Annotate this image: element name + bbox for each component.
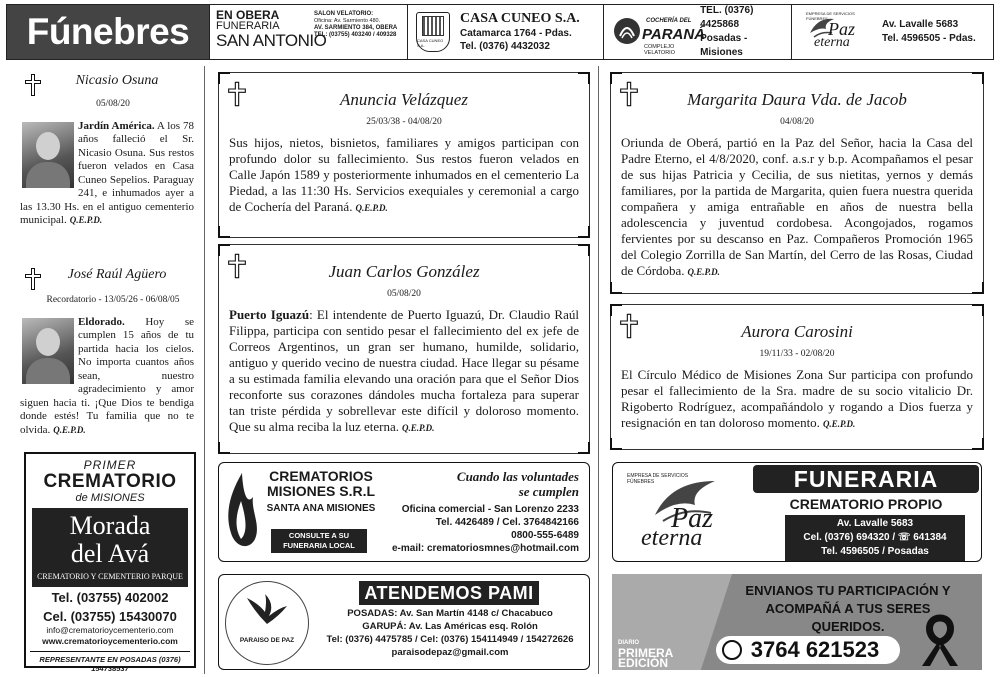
parana-complejo: COMPLEJO VELATORIO: [644, 44, 675, 56]
ad-paz-eterna-header[interactable]: [791, 5, 993, 59]
paz-big-name1: Paz: [671, 503, 713, 534]
pami-band: ATENDEMOS PAMI: [359, 581, 539, 605]
obituary-body: [621, 135, 973, 280]
obituary-lead: Jardín América.: [78, 119, 155, 132]
morada-p3: de MISIONES: [75, 492, 145, 504]
morada-sub: CREMATORIO Y CEMENTERIO PARQUE: [37, 572, 183, 581]
parana-cocheria: COCHERÍA DEL: [646, 18, 692, 24]
ad-cocheria-parana[interactable]: [603, 5, 791, 59]
obituary-anuncia-velazquez: [218, 72, 590, 238]
qepd-tag: Q.E.P.D.: [69, 215, 103, 225]
cross-icon: [619, 81, 639, 107]
ad-morada-del-ava[interactable]: [24, 452, 196, 673]
obituary-date: 19/11/33 - 02/08/20: [759, 349, 835, 359]
pami-info: [311, 607, 589, 659]
obituary-text: A los 78 años falleció el Sr. Nicasio Osuna. Sus restos fueron velados en Casa Cuneo Sepelios. Paraguay 241, e inhumados ayer a las 13.30 Hs. en el antiguo cementerio municipal.: [20, 119, 194, 226]
header-strip: [6, 4, 994, 60]
parana-city: Posadas - Misiones: [700, 33, 748, 58]
cuneo-tel: Tel. (0376) 4432032: [460, 41, 550, 52]
parana-flower-icon: [612, 16, 642, 46]
ad-primera-edicion[interactable]: [612, 574, 982, 670]
morada-black-panel: [32, 508, 188, 587]
obituary-body: [621, 367, 973, 432]
obituary-name: Juan Carlos González: [328, 262, 480, 281]
column-divider-left: [204, 66, 205, 674]
paz-l3: Tel. 4596505 / Posadas: [821, 546, 929, 557]
morada-tel2: Cel. (03755) 15430070: [43, 609, 177, 624]
morada-big1: Morada: [69, 511, 151, 540]
sa-salon-info: [314, 11, 406, 39]
qepd-tag: Q.E.P.D.: [402, 423, 435, 433]
obituary-text: : El intendente de Puerto Iguazú, Dr. Claudio Raúl Filippa, participa con sentido pesar el fallecimiento del ex jefe de Correos Argentinos, un gran ser humano, humilde, solidario, antiguo y querido vecino de nuestra ciudad. Hace llegar su pésame a su estimada familia elevando una oración para que el Señor Dios reconforte sus corazones dándoles mucha fortaleza para superar tan triste pérdida y sobrellevar este difícil y doloroso momento. Que su alma reciba la luz eterna.: [229, 307, 579, 434]
paraiso-label: PARAISO DE PAZ: [239, 637, 295, 644]
obituary-aurora-carosini: [610, 304, 984, 450]
qepd-tag: Q.E.P.D.: [53, 424, 86, 435]
pe-msg1: ENVIANOS TU PARTICIPACIÓN Y: [745, 583, 951, 598]
pami-l1: POSADAS: Av. San Martín 4148 c/ Chacabuco: [347, 608, 553, 619]
crem-slogan1: Cuando las voluntades: [456, 469, 579, 484]
crem-consult: CONSULTE A SU FUNERARIA LOCAL: [271, 529, 367, 553]
ad-paz-eterna[interactable]: [612, 462, 982, 562]
crem-info: [379, 503, 591, 555]
paz-eterna-logo: [802, 9, 868, 55]
obituary-body: [229, 135, 579, 216]
pe-logo1: PRIMERA: [618, 646, 674, 660]
parana-name: PARANÁ: [642, 26, 706, 43]
ad-casa-cuneo[interactable]: [407, 5, 603, 59]
morada-p1: PRIMER: [83, 458, 137, 472]
obituary-body: [20, 120, 194, 228]
crem-slogan2: se cumplen: [518, 484, 579, 499]
ad-san-antonio[interactable]: [209, 5, 407, 59]
obituary-date: Recordatorio - 13/05/26 - 06/08/05: [46, 295, 180, 305]
morada-big2: del Avá: [70, 539, 150, 568]
portrait-photo: [22, 318, 74, 384]
obituary-text: Hoy se cumplen 15 años de tu partida hacia los cielos. No importa cuantos años sean, nuestro agradecimiento y amor siguen hacia ti. ¡Que Dios te bendiga donde estés! Tu familia que no te olvida.: [20, 315, 194, 436]
obituary-body: [20, 316, 194, 438]
paz-name2: eterna: [814, 35, 850, 50]
sa-line2: FUNERARIA: [216, 20, 280, 32]
obituary-name: Margarita Daura Vda. de Jacob: [687, 90, 907, 109]
flame-icon: [225, 471, 259, 555]
morada-p2: CREMATORIO: [43, 471, 177, 492]
qepd-tag: Q.E.P.D.: [355, 203, 388, 213]
section-title: Fúnebres: [7, 5, 209, 59]
obituary-name: José Raúl Agüero: [67, 267, 167, 282]
pe-logo-small: DIARIO: [618, 640, 639, 646]
pe-phone[interactable]: 3764 621523: [716, 636, 900, 664]
pami-l2: GARUPÁ: Av. Las Américas esq. Rolón: [362, 621, 538, 632]
obituary-margarita-daura: [610, 72, 984, 294]
obituary-date: 25/03/38 - 04/08/20: [366, 117, 442, 127]
obituary-name: Anuncia Velázquez: [340, 90, 468, 109]
paz-info: [785, 515, 965, 561]
obituary-name: Nicasio Osuna: [75, 73, 159, 88]
ad-crematorios-misiones[interactable]: [218, 462, 590, 562]
paz-tel: Tel. 4596505 - Pdas.: [882, 33, 976, 44]
paz-name1: Paz: [828, 19, 855, 39]
paz-l2: Cel. (0376) 694320 / ☏ 641384: [803, 532, 947, 543]
cross-icon: [619, 313, 639, 339]
paz-big-name2: eterna: [641, 525, 703, 551]
paraiso-logo: [225, 581, 309, 665]
pe-msg2: ACOMPAÑÁ A TUS SERES QUERIDOS.: [765, 601, 931, 634]
portrait-photo: [22, 122, 74, 188]
sa-line1: EN OBERA: [216, 8, 280, 22]
obituary-name: Aurora Carosini: [741, 322, 853, 341]
ad-paraiso-de-paz[interactable]: [218, 574, 590, 670]
obituary-text: Sus hijos, nietos, bisnietos, familiares y amigos participan con profundo dolor su fallecimiento. Sus restos fueron velados en Calle Japón 1589 y posteriormente inhumados en el cementerio La Piedad, a las 11:30 Hs. Servicios exequiales y ceremonial a cargo de Cochería del Paraná.: [229, 135, 579, 214]
parana-tel: TEL. (0376) 4425868: [700, 5, 754, 30]
crem-office: Oficina comercial - San Lorenzo 2233: [401, 504, 579, 515]
sa-salon-address: AV. SARMIENTO 384, OBERA: [314, 25, 398, 31]
morada-tel1: Tel. (03755) 402002: [51, 590, 169, 605]
morada-mail: info@crematorioycementerio.com: [46, 625, 174, 635]
pami-l4: paraisodepaz@gmail.com: [391, 647, 509, 658]
dove-icon: [245, 594, 289, 628]
qepd-tag: Q.E.P.D.: [822, 419, 856, 429]
paz-big-ring: EMPRESA DE SERVICIOS FÚNEBRES: [627, 473, 689, 485]
crem-tel: Tel. 4426489 / Cel. 3764842166: [435, 517, 579, 528]
cross-icon: [227, 253, 247, 279]
crem-title: CREMATORIOS MISIONES S.R.L: [266, 468, 376, 499]
obituary-lead: Puerto Iguazú: [229, 307, 310, 322]
cross-icon: [227, 81, 247, 107]
obituary-date: 05/08/20: [96, 99, 130, 109]
whatsapp-icon: [722, 640, 742, 660]
sa-line3: SAN ANTONIO: [216, 31, 327, 50]
paz-band: FUNERARIA: [753, 465, 979, 493]
pami-l3: Tel: (0376) 4475785 / Cel: (0376) 154114949 / 154272626: [326, 634, 574, 645]
obituary-juan-carlos-gonzalez: [218, 244, 590, 454]
paz-l1: Av. Lavalle 5683: [836, 518, 914, 529]
morada-web: www.crematorioycementerio.com: [42, 636, 178, 646]
pe-logo2: EDICIÓN: [618, 656, 669, 670]
cross-icon: [24, 74, 42, 96]
paz-address: Av. Lavalle 5683: [882, 19, 959, 30]
crem-mail: e-mail: crematoriosmnes@hotmail.com: [391, 543, 579, 554]
cuneo-shield-label: CASA CUNEO S.A.: [417, 38, 444, 48]
primera-edicion-logo: [618, 638, 673, 668]
column-divider-right: [598, 66, 599, 674]
morada-rep: REPRESENTANTE EN POSADAS (0376) 154738537: [30, 651, 190, 673]
qepd-tag: Q.E.P.D.: [687, 267, 720, 277]
crem-free: 0800-555-6489: [511, 530, 579, 541]
mourning-ribbon-icon: [908, 612, 972, 668]
obituary-date: 04/08/20: [780, 117, 814, 127]
paz-ring-text: EMPRESA DE SERVICIOS FÚNEBRES: [806, 11, 855, 21]
sa-salon-tel: TEL: (03755) 403240 / 409328: [314, 32, 397, 38]
obituary-text: El Círculo Médico de Misiones Zona Sur participa con profundo pesar el fallecimiento de la Sra. madre de su socio vitalicio Dr. Rigoberto Rodríguez, acompañándolo y rogando a Dios fuerza y resignación en tan doloroso momento.: [621, 367, 973, 430]
obituary-body: [229, 307, 579, 436]
cuneo-name: CASA CUNEO S.A.: [460, 11, 580, 26]
crem-location: SANTA ANA MISIONES: [266, 503, 376, 514]
obituary-text: Oriunda de Oberá, partió en la Paz del Señor, hacia la Casa del Padre Eterno, el 4/8/2020, conf. a.s.r y b.p. Acompañamos el pesar de sus hijas Patricia y Cecilia, de sus nietitas, yernos y demás familiares, por la partida de Margarita, quien fuera nuestra querida compañera y amiga entrañable en años de nuestra bella adolescencia y juventud cordobesa. Acongojados, rogamos fervientes por su descanso en Paz. Compañeros Promoción 1965 del Colegio Zorrilla de San Martín, del Cerro de las Rosas, Ciudad de Córdoba.: [621, 135, 973, 278]
cuneo-shield-icon: [416, 12, 450, 52]
crem-slogan: [405, 469, 589, 499]
obituary-jose-raul-aguero: [20, 266, 194, 437]
paz-sub: CREMATORIO PROPIO: [789, 496, 943, 512]
sa-salon-label: SALON VELATORIO:: [314, 11, 374, 17]
obituary-date: 05/08/20: [387, 289, 421, 299]
sa-salon-office: Oficina: Av. Sarmiento 480.: [314, 18, 381, 24]
obituary-nicasio-osuna: [20, 72, 194, 228]
cuneo-address: Catamarca 1764 - Pdas.: [460, 28, 572, 39]
obituary-lead: Eldorado.: [78, 315, 125, 328]
cross-icon: [24, 268, 42, 290]
paz-eterna-big-logo: [617, 467, 749, 559]
